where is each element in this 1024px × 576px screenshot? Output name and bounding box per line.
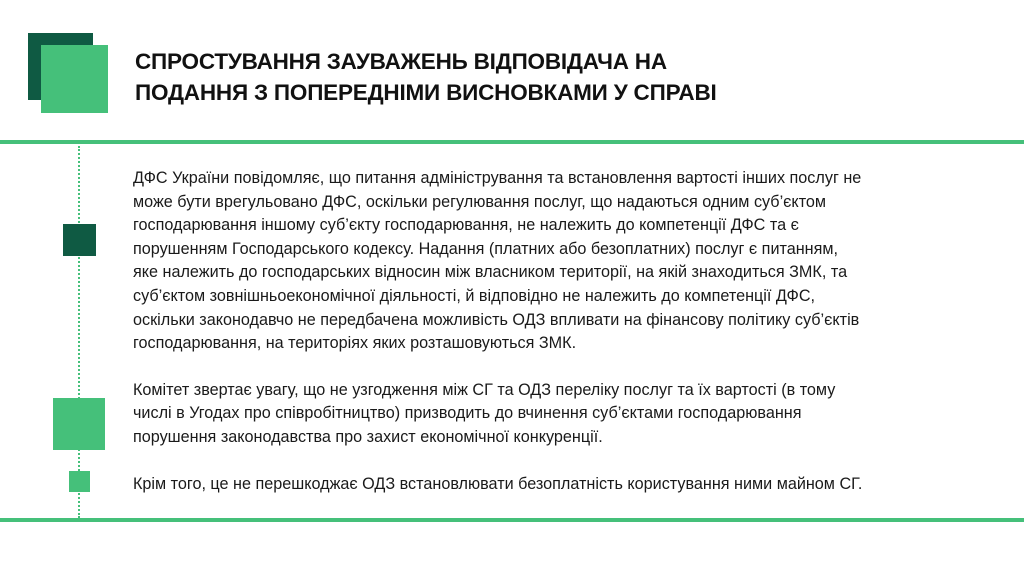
text-line: суб’єктом зовнішньоекономічної діяльності, й відповідно не належить до компетенції ДФС,	[133, 286, 816, 305]
text-line: яке належить до господарських відносин між власником території, на якій знаходиться ЗМК, та	[133, 263, 848, 282]
decor-square-green-mid	[53, 398, 105, 450]
text-line: Крім того, це не перешкоджає ОДЗ встановлювати безоплатність користування ними майном СГ.	[133, 474, 863, 493]
text-line: господарювання, на територіях яких розташовуються ЗМК.	[133, 334, 577, 353]
text-line: господарювання іншому суб’єкту господарювання, не належить до компетенції ДФС та є	[133, 216, 799, 235]
text-line: оскільки законодавчо не передбачена можливість ОДЗ впливати на фінансову політику суб’єктів	[133, 310, 860, 329]
divider-bottom	[0, 518, 1024, 522]
decor-square-dark-mid	[63, 224, 96, 256]
text-line: числі в Угодах про співробітництво) призводить до вчинення суб’єктами господарювання	[133, 404, 802, 423]
slide-title-line: СПРОСТУВАННЯ ЗАУВАЖЕНЬ ВІДПОВІДАЧА НА	[135, 49, 667, 74]
text-line: порушенням Господарського кодексу. Надання (платних або безоплатних) послуг є питанням,	[133, 239, 838, 258]
paragraph-committee-note	[133, 379, 1003, 450]
body-text	[133, 167, 1003, 496]
paragraph-conclusion	[133, 473, 1003, 497]
text-line: може бути врегульовано ДФС, оскільки регулювання послуг, що надаються одним суб’єктом	[133, 192, 827, 211]
decor-dotted-line	[78, 146, 80, 518]
slide-title-line: ПОДАННЯ З ПОПЕРЕДНІМИ ВИСНОВКАМИ У СПРАВІ	[135, 80, 717, 105]
slide-title	[135, 46, 995, 108]
text-line: ДФС України повідомляє, що питання адміністрування та встановлення вартості інших послуг не	[133, 169, 862, 187]
text-line: порушення законодавства про захист економічної конкуренції.	[133, 427, 603, 446]
divider-top	[0, 140, 1024, 144]
decor-square-green-small	[69, 471, 90, 492]
paragraph-dfs-statement	[133, 167, 1003, 356]
decor-square-green-top	[41, 45, 108, 113]
text-line: Комітет звертає увагу, що не узгодження між СГ та ОДЗ переліку послуг та їх вартості (в тому	[133, 380, 836, 399]
